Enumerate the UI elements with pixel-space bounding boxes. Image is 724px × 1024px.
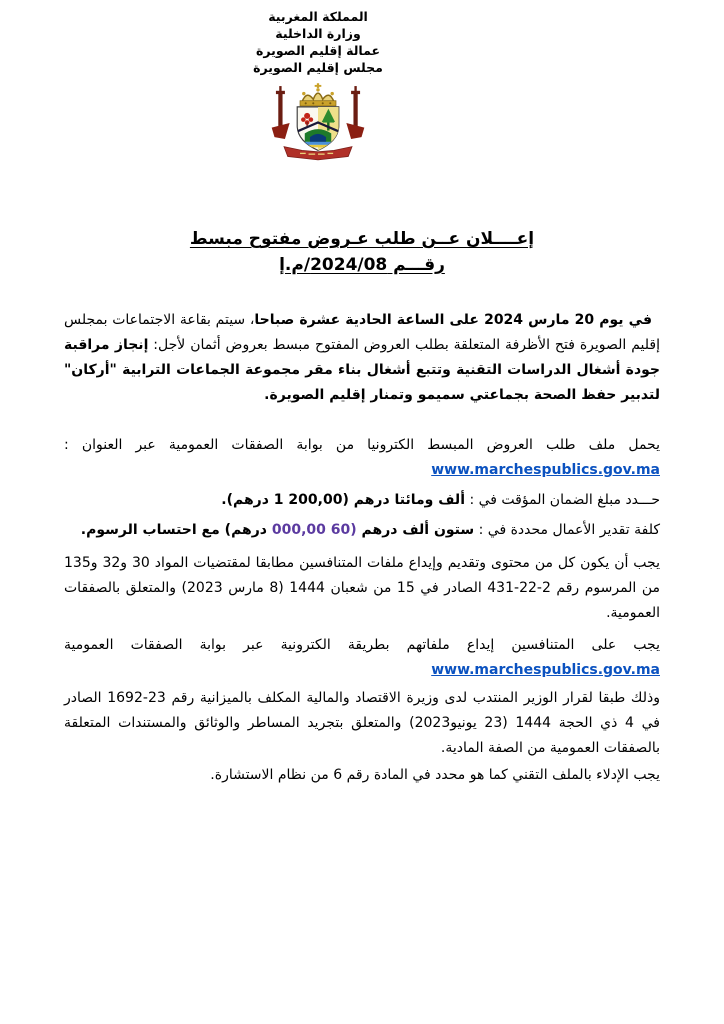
right-column [346,86,364,139]
tender-file-download-paragraph [64,433,660,483]
left-column [272,86,290,139]
sand [302,145,334,147]
essaouira-coat-of-arms-graphic [266,82,370,162]
text-run: يحمل ملف طلب العروض المبسط الكترونيا من بوابة الصفقات العمومية عبر العنوان : [64,437,660,453]
document-body [64,308,660,788]
title-line-2: رقـــم 2024/08/م.إ [279,255,445,275]
text-run: ستون ألف درهم [356,522,475,538]
marchespublics-link[interactable]: www.marchespublics.gov.ma [431,462,660,478]
text-run: يجب أن يكون كل من محتوى وتقديم وإيداع ملفات المتنافسين مطابقا لمقتضيات المواد 30 و32 و135 من المرسوم رقم 2-22-431 الصادر في 15 من شعبان 1444 (8 مارس 2023) والمتعلق بالصفقات العمومية. [64,555,661,621]
text-run: ألف ومائتا درهم (200,00 1 درهم). [221,492,465,508]
text-run: يجب الإدلاء بالملف التقني كما هو محدد في المادة رقم 6 من نظام الاستشارة. [210,767,660,783]
kingdom-line: المملكة المغربية [268,9,368,24]
province-line: عمالة إقليم الصويرة [255,43,381,58]
marchespublics-link[interactable]: www.marchespublics.gov.ma [431,662,660,678]
text-run: (60 000,00 [271,522,357,538]
water [302,142,334,145]
title-line-1: إعــــلان عــن طلب عـروض مفتوح مبسط [189,229,535,249]
dematerialization-order-paragraph [64,686,660,761]
text-run: درهم) مع احتساب الرسوم. [80,522,272,538]
electronic-submission-paragraph [64,633,660,683]
crown [300,83,336,106]
text-run: في يوم 20 مارس 2024 على الساعة الحادية عشرة صباحا [254,312,653,328]
text-run: إنجاز مراقبة جودة أشغال الدراسات التقنية وتتبع أشغال بناء مقر مجموعة الجماعات الترابية "أركان" لتدبير حفظ الصحة بجماعتي سميمو وتمنار إقليم الصويرة. [64,337,660,403]
coat-of-arms-icon [263,82,373,166]
ministry-line: وزارة الداخلية [275,26,361,41]
text-run: حـــدد مبلغ الضمان المؤقت في : [465,492,660,508]
technical-file-paragraph [64,763,660,788]
text-run: يجب على المتنافسين إيداع ملفاتهم بطريقة الكترونية عبر بوابة الصفقات العمومية [64,637,660,653]
council-line: مجلس إقليم الصويرة [253,60,383,75]
opening-paragraph [64,308,660,408]
government-letterhead [208,8,428,76]
decree-compliance-paragraph [64,551,660,626]
text-run: وذلك طبقا لقرار الوزير المنتدب لدى وزيرة الاقتصاد والمالية المكلف بالميزانية رقم 23-1692 الصادر في 4 ذي الحجة 1444 (23 يونيو2023) والمتعلق بتجريد المساطر والوثائق والمستندات المتعلقة بالصفقات العمومية من الصفة المادية. [64,690,661,756]
provisional-guarantee-paragraph [64,488,660,513]
announcement-title [64,226,660,278]
works-estimate-paragraph [64,518,660,543]
text-run: ، سيتم بقاعة الاجتماعات بمجلس إقليم الصويرة فتح الأظرفة المتعلقة بطلب العروض المفتوح مبسط بعروض أثمان لأجل: [64,312,660,353]
text-run: كلفة تقدير الأعمال محددة في : [474,522,660,538]
